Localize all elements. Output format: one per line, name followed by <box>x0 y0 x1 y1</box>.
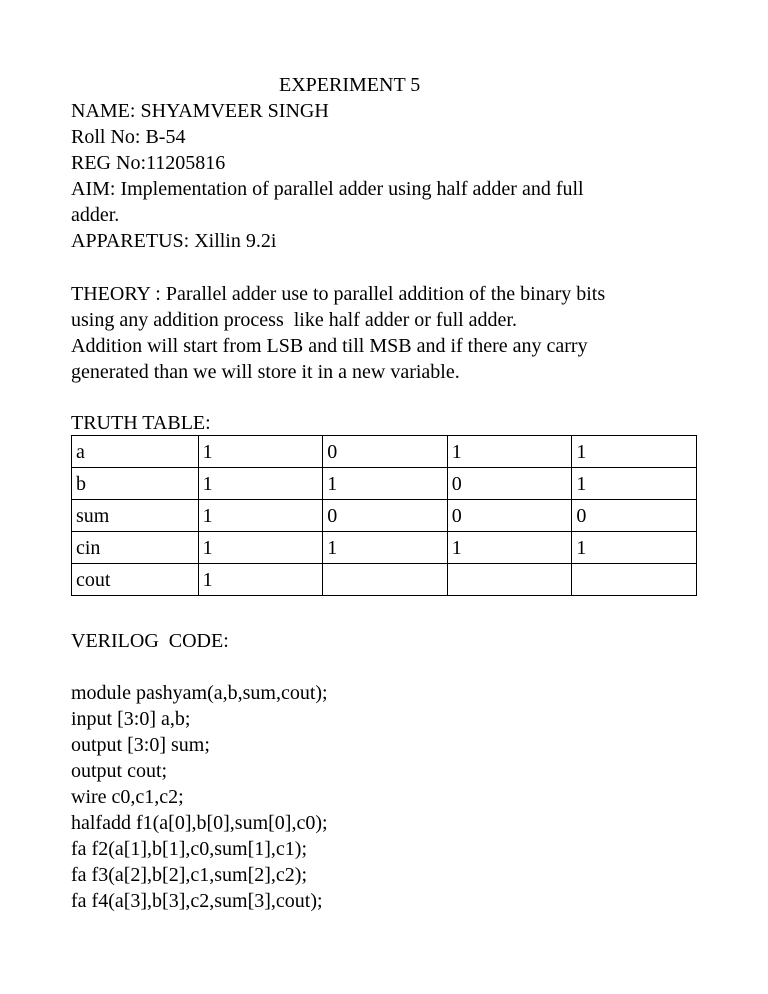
table-cell: 1 <box>323 532 448 564</box>
table-cell: a <box>72 436 199 468</box>
table-cell: 1 <box>572 436 697 468</box>
table-cell: 1 <box>447 436 572 468</box>
table-cell: 0 <box>323 500 448 532</box>
code-line: fa f2(a[1],b[1],c0,sum[1],c1); <box>71 838 308 860</box>
student-name: NAME: SHYAMVEER SINGH <box>71 100 329 122</box>
theory-line-2: using any addition process like half adder or full adder. <box>71 309 517 331</box>
code-line: output [3:0] sum; <box>71 734 210 756</box>
table-cell: 1 <box>198 436 323 468</box>
apparatus-line: APPARETUS: Xillin 9.2i <box>71 230 277 252</box>
table-cell: 0 <box>572 500 697 532</box>
registration-number: REG No:11205816 <box>71 152 226 174</box>
table-row <box>72 500 697 532</box>
table-cell: 1 <box>572 468 697 500</box>
code-line: wire c0,c1,c2; <box>71 786 184 808</box>
theory-line-4: generated than we will store it in a new variable. <box>71 361 460 383</box>
table-cell: 0 <box>447 500 572 532</box>
table-cell <box>323 564 448 596</box>
table-cell: 1 <box>198 564 323 596</box>
table-cell <box>572 564 697 596</box>
code-line: fa f3(a[2],b[2],c1,sum[2],c2); <box>71 864 308 886</box>
table-cell: 1 <box>198 500 323 532</box>
truth-table <box>71 435 697 596</box>
code-line: input [3:0] a,b; <box>71 708 191 730</box>
table-row <box>72 436 697 468</box>
experiment-title: EXPERIMENT 5 <box>279 74 421 96</box>
table-cell: 0 <box>447 468 572 500</box>
table-cell: 0 <box>323 436 448 468</box>
table-cell: 1 <box>572 532 697 564</box>
table-cell: cout <box>72 564 199 596</box>
table-cell: 1 <box>447 532 572 564</box>
aim-line-1: AIM: Implementation of parallel adder using half adder and full <box>71 178 584 200</box>
truth-table-heading: TRUTH TABLE: <box>71 412 211 434</box>
table-row <box>72 532 697 564</box>
table-cell <box>447 564 572 596</box>
aim-line-2: adder. <box>71 204 120 226</box>
table-cell: sum <box>72 500 199 532</box>
table-cell: 1 <box>198 532 323 564</box>
table-cell: b <box>72 468 199 500</box>
verilog-heading: VERILOG CODE: <box>71 630 229 652</box>
table-row <box>72 564 697 596</box>
table-row <box>72 468 697 500</box>
code-line: halfadd f1(a[0],b[0],sum[0],c0); <box>71 812 328 834</box>
code-line: output cout; <box>71 760 168 782</box>
theory-line-1: THEORY : Parallel adder use to parallel addition of the binary bits <box>71 283 606 305</box>
table-cell: 1 <box>323 468 448 500</box>
table-cell: cin <box>72 532 199 564</box>
table-cell: 1 <box>198 468 323 500</box>
code-line: fa f4(a[3],b[3],c2,sum[3],cout); <box>71 890 323 912</box>
theory-line-3: Addition will start from LSB and till MSB and if there any carry <box>71 335 588 357</box>
code-line: module pashyam(a,b,sum,cout); <box>71 682 328 704</box>
roll-number: Roll No: B-54 <box>71 126 186 148</box>
